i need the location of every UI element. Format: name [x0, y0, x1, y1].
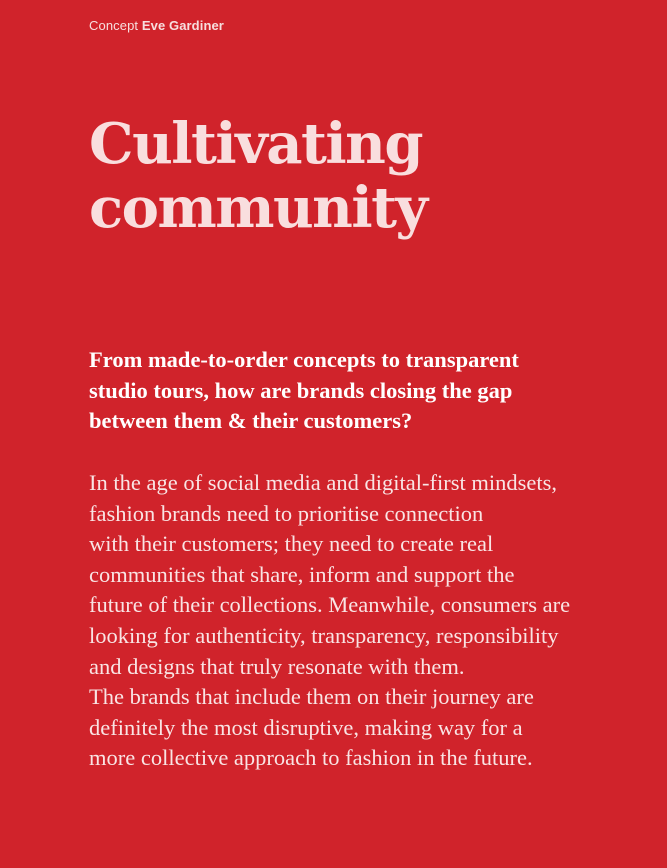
- standfirst-line: From made-to-order concepts to transparent: [89, 347, 519, 372]
- standfirst: [89, 345, 629, 437]
- body-line: fashion brands need to prioritise connection: [89, 500, 484, 526]
- body-paragraph: [89, 468, 649, 774]
- article-title: [89, 112, 609, 240]
- body-line: future of their collections. Meanwhile, consumers are: [89, 592, 571, 618]
- body-line: communities that share, inform and support the: [89, 561, 515, 587]
- body-line: The brands that include them on their journey are: [89, 684, 534, 710]
- byline-label: Concept: [89, 18, 139, 33]
- byline-author: Eve Gardiner: [141, 18, 224, 33]
- body-line: and designs that truly resonate with them.: [89, 653, 465, 679]
- body-line: more collective approach to fashion in the future.: [89, 745, 533, 771]
- standfirst-line: studio tours, how are brands closing the gap: [89, 377, 513, 403]
- body-line: looking for authenticity, transparency, responsibility: [89, 622, 559, 648]
- article-title-line: community: [89, 175, 427, 241]
- body-line: with their customers; they need to create real: [89, 531, 494, 557]
- byline: [89, 18, 224, 33]
- body-line: definitely the most disruptive, making way for a: [89, 714, 523, 740]
- standfirst-line: between them & their customers?: [89, 408, 413, 433]
- body-line: In the age of social media and digital-first mindsets,: [89, 470, 557, 495]
- article-title-line: Cultivating: [89, 111, 423, 177]
